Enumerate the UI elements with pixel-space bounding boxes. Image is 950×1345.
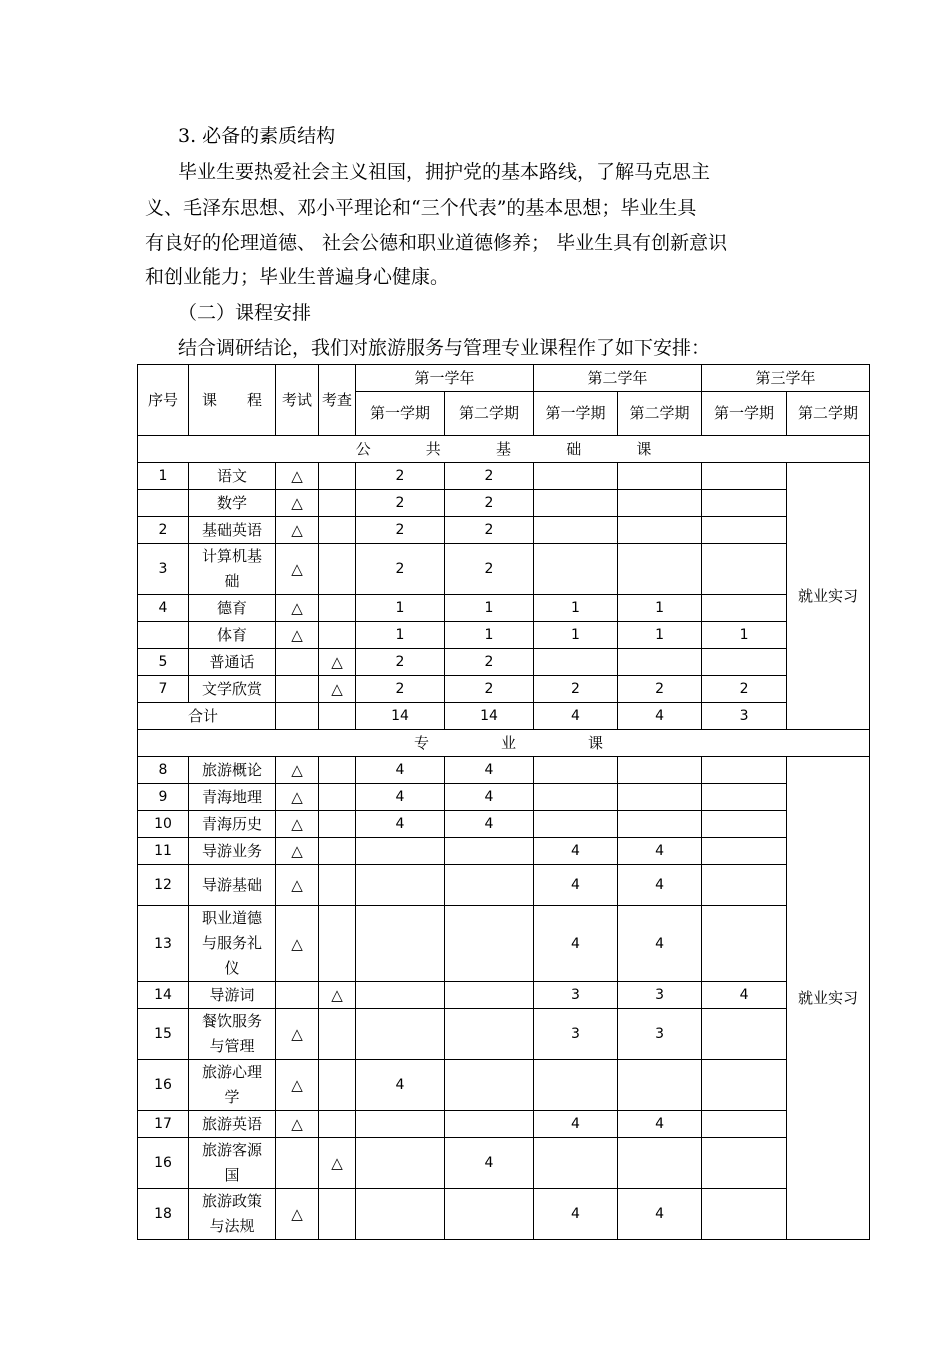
cell-y2t1 xyxy=(534,1060,618,1111)
cell-y3t1 xyxy=(702,811,787,838)
cell-y2t2: 3 xyxy=(618,1009,702,1060)
cell-y2t1: 4 xyxy=(534,1111,618,1138)
cell-y1t2: 1 xyxy=(445,622,534,649)
table-row xyxy=(138,982,870,1009)
cell-y3t1 xyxy=(702,1009,787,1060)
cell-y1t2: 2 xyxy=(445,517,534,544)
cell-y1t2 xyxy=(445,1111,534,1138)
table-row xyxy=(138,906,870,982)
table-row xyxy=(138,1060,870,1111)
cell-y1t1 xyxy=(356,1009,445,1060)
cell-check xyxy=(319,1189,356,1240)
cell-y2t2: 4 xyxy=(618,838,702,865)
table-row xyxy=(138,865,870,906)
cell-exam: △ xyxy=(276,517,319,544)
cell-y2t1 xyxy=(534,784,618,811)
cell-check xyxy=(319,1111,356,1138)
cell-y3t1 xyxy=(702,1111,787,1138)
cell-no: 11 xyxy=(138,838,189,865)
cell-check xyxy=(319,595,356,622)
cell-y3t1: 3 xyxy=(702,703,787,730)
cell-no: 15 xyxy=(138,1009,189,1060)
cell-course: 旅游政策与法规 xyxy=(189,1189,276,1240)
cell-exam: △ xyxy=(276,622,319,649)
cell-internship-major: 就业实习 xyxy=(787,757,870,1240)
cell-course: 旅游英语 xyxy=(189,1111,276,1138)
cell-no: 18 xyxy=(138,1189,189,1240)
cell-total-label: 合计 xyxy=(138,703,276,730)
cell-y2t2: 1 xyxy=(618,622,702,649)
cell-y2t2 xyxy=(618,784,702,811)
cell-y1t1 xyxy=(356,1189,445,1240)
cell-exam: △ xyxy=(276,1009,319,1060)
cell-check xyxy=(319,622,356,649)
cell-y1t1 xyxy=(356,906,445,982)
cell-exam xyxy=(276,676,319,703)
cell-y1t2: 2 xyxy=(445,676,534,703)
cell-check xyxy=(319,865,356,906)
cell-y3t1: 2 xyxy=(702,676,787,703)
cell-y1t2: 2 xyxy=(445,463,534,490)
category-char: 业 xyxy=(501,734,517,752)
cell-y3t1 xyxy=(702,865,787,906)
cell-check: △ xyxy=(319,676,356,703)
cell-course: 普通话 xyxy=(189,649,276,676)
cell-course: 导游词 xyxy=(189,982,276,1009)
cell-y1t2 xyxy=(445,1009,534,1060)
cell-y2t1 xyxy=(534,811,618,838)
cell-y2t2 xyxy=(618,811,702,838)
cell-exam: △ xyxy=(276,757,319,784)
cell-check xyxy=(319,490,356,517)
cell-exam: △ xyxy=(276,544,319,595)
cell-y1t1: 1 xyxy=(356,595,445,622)
cell-y1t1: 4 xyxy=(356,1060,445,1111)
cell-y2t1 xyxy=(534,544,618,595)
cell-y1t1: 2 xyxy=(356,649,445,676)
cell-y3t1 xyxy=(702,784,787,811)
cell-y3t1 xyxy=(702,757,787,784)
cell-y3t1 xyxy=(702,544,787,595)
cell-y1t2: 2 xyxy=(445,649,534,676)
paragraph-line-1: 毕业生要热爱社会主义祖国，拥护党的基本路线，了解马克思主 xyxy=(178,161,711,183)
cell-y3t1 xyxy=(702,1189,787,1240)
cell-check xyxy=(319,1060,356,1111)
cell-y1t1: 2 xyxy=(356,490,445,517)
cell-exam: △ xyxy=(276,865,319,906)
cell-y2t2: 3 xyxy=(618,982,702,1009)
cell-y1t1: 4 xyxy=(356,757,445,784)
cell-exam xyxy=(276,649,319,676)
cell-no xyxy=(138,622,189,649)
header-y1-term-2: 第二学期 xyxy=(445,392,534,436)
cell-y1t1 xyxy=(356,865,445,906)
table-row xyxy=(138,1138,870,1189)
cell-exam: △ xyxy=(276,1111,319,1138)
table-row xyxy=(138,490,870,517)
category-char: 基 xyxy=(496,440,512,458)
cell-y1t2 xyxy=(445,865,534,906)
cell-y2t1 xyxy=(534,1138,618,1189)
cell-check xyxy=(319,517,356,544)
table-row xyxy=(138,517,870,544)
cell-y2t1 xyxy=(534,490,618,517)
cell-no: 16 xyxy=(138,1060,189,1111)
curriculum-table xyxy=(137,364,870,1240)
cell-exam xyxy=(276,703,319,730)
category-char: 共 xyxy=(425,440,441,458)
cell-no: 3 xyxy=(138,544,189,595)
cell-y3t1: 4 xyxy=(702,982,787,1009)
category-char: 础 xyxy=(566,440,582,458)
cell-y1t1: 2 xyxy=(356,517,445,544)
category-char: 课 xyxy=(636,440,652,458)
cell-check: △ xyxy=(319,649,356,676)
table-row xyxy=(138,784,870,811)
header-course: 课 程 xyxy=(189,365,276,436)
cell-y1t1: 4 xyxy=(356,811,445,838)
header-y2-term-1: 第一学期 xyxy=(534,392,618,436)
table-row xyxy=(138,1009,870,1060)
cell-y1t2: 2 xyxy=(445,544,534,595)
cell-course: 文学欣赏 xyxy=(189,676,276,703)
cell-y1t2 xyxy=(445,1189,534,1240)
cell-no xyxy=(138,490,189,517)
cell-exam: △ xyxy=(276,838,319,865)
cell-no: 14 xyxy=(138,982,189,1009)
section-heading: 3. 必备的素质结构 xyxy=(178,125,336,147)
cell-y3t1 xyxy=(702,1138,787,1189)
cell-y3t1 xyxy=(702,517,787,544)
cell-y1t1: 2 xyxy=(356,676,445,703)
cell-exam: △ xyxy=(276,490,319,517)
cell-y2t2 xyxy=(618,517,702,544)
cell-y1t2 xyxy=(445,906,534,982)
header-y3-term-2: 第二学期 xyxy=(787,392,870,436)
category-public xyxy=(138,436,870,463)
cell-y2t2: 4 xyxy=(618,865,702,906)
cell-course: 青海历史 xyxy=(189,811,276,838)
cell-check xyxy=(319,1009,356,1060)
cell-y2t2: 1 xyxy=(618,595,702,622)
cell-y2t1: 4 xyxy=(534,1189,618,1240)
cell-course: 计算机基础 xyxy=(189,544,276,595)
header-exam: 考试 xyxy=(276,365,319,436)
cell-check xyxy=(319,811,356,838)
paragraph-line-3: 有良好的伦理道德、 社会公德和职业道德修养； 毕业生具有创新意识 xyxy=(145,232,728,254)
cell-y2t2: 4 xyxy=(618,906,702,982)
cell-y2t1: 4 xyxy=(534,865,618,906)
category-major xyxy=(138,730,870,757)
cell-no: 12 xyxy=(138,865,189,906)
cell-y2t2: 4 xyxy=(618,1111,702,1138)
cell-y2t1: 3 xyxy=(534,1009,618,1060)
cell-no: 16 xyxy=(138,1138,189,1189)
table-row xyxy=(138,1111,870,1138)
paragraph-line-2: 义、毛泽东思想、邓小平理论和“三个代表”的基本思想；毕业生具 xyxy=(145,197,697,219)
cell-check xyxy=(319,784,356,811)
cell-y2t2 xyxy=(618,463,702,490)
cell-no: 13 xyxy=(138,906,189,982)
cell-course: 导游业务 xyxy=(189,838,276,865)
cell-course: 旅游心理学 xyxy=(189,1060,276,1111)
cell-y1t1 xyxy=(356,982,445,1009)
category-char: 课 xyxy=(588,734,604,752)
cell-no: 7 xyxy=(138,676,189,703)
cell-y3t1 xyxy=(702,838,787,865)
cell-y3t1 xyxy=(702,490,787,517)
header-year-2: 第二学年 xyxy=(534,365,702,392)
cell-course: 语文 xyxy=(189,463,276,490)
cell-y1t1 xyxy=(356,1138,445,1189)
table-row xyxy=(138,1189,870,1240)
cell-y1t1 xyxy=(356,1111,445,1138)
cell-y1t1: 1 xyxy=(356,622,445,649)
cell-exam xyxy=(276,1138,319,1189)
cell-y3t1 xyxy=(702,649,787,676)
cell-check xyxy=(319,703,356,730)
cell-y2t1: 2 xyxy=(534,676,618,703)
cell-exam: △ xyxy=(276,1060,319,1111)
cell-y2t1 xyxy=(534,757,618,784)
table-row xyxy=(138,622,870,649)
table-row xyxy=(138,544,870,595)
cell-exam: △ xyxy=(276,906,319,982)
cell-course: 旅游概论 xyxy=(189,757,276,784)
header-y3-term-1: 第一学期 xyxy=(702,392,787,436)
cell-course: 基础英语 xyxy=(189,517,276,544)
cell-exam: △ xyxy=(276,595,319,622)
cell-y3t1: 1 xyxy=(702,622,787,649)
cell-course: 餐饮服务与管理 xyxy=(189,1009,276,1060)
cell-exam xyxy=(276,982,319,1009)
cell-check: △ xyxy=(319,982,356,1009)
cell-check xyxy=(319,757,356,784)
cell-no: 17 xyxy=(138,1111,189,1138)
cell-no: 8 xyxy=(138,757,189,784)
cell-y1t2: 4 xyxy=(445,1138,534,1189)
cell-no: 1 xyxy=(138,463,189,490)
cell-y1t2 xyxy=(445,1060,534,1111)
table-row xyxy=(138,757,870,784)
cell-y2t1: 4 xyxy=(534,906,618,982)
cell-y1t1: 2 xyxy=(356,463,445,490)
header-y2-term-2: 第二学期 xyxy=(618,392,702,436)
header-check: 考查 xyxy=(319,365,356,436)
cell-course: 德育 xyxy=(189,595,276,622)
cell-y2t1: 3 xyxy=(534,982,618,1009)
category-char: 公 xyxy=(355,440,371,458)
cell-y2t2 xyxy=(618,544,702,595)
cell-y2t1: 1 xyxy=(534,595,618,622)
cell-y2t2 xyxy=(618,649,702,676)
cell-no: 10 xyxy=(138,811,189,838)
cell-y1t2: 4 xyxy=(445,811,534,838)
cell-y1t1: 2 xyxy=(356,544,445,595)
cell-exam: △ xyxy=(276,1189,319,1240)
cell-y3t1 xyxy=(702,463,787,490)
cell-y1t2: 1 xyxy=(445,595,534,622)
cell-course: 旅游客源国 xyxy=(189,1138,276,1189)
cell-exam: △ xyxy=(276,811,319,838)
cell-y3t1 xyxy=(702,595,787,622)
cell-exam: △ xyxy=(276,784,319,811)
header-no: 序号 xyxy=(138,365,189,436)
cell-y2t1 xyxy=(534,649,618,676)
table-row xyxy=(138,595,870,622)
cell-y2t1: 4 xyxy=(534,703,618,730)
cell-y1t1: 4 xyxy=(356,784,445,811)
cell-y2t2: 4 xyxy=(618,703,702,730)
table-row xyxy=(138,838,870,865)
table-row xyxy=(138,676,870,703)
cell-course: 数学 xyxy=(189,490,276,517)
cell-y1t2: 2 xyxy=(445,490,534,517)
table-row-total xyxy=(138,703,870,730)
cell-y2t2: 4 xyxy=(618,1189,702,1240)
cell-exam: △ xyxy=(276,463,319,490)
cell-y2t2 xyxy=(618,757,702,784)
cell-check xyxy=(319,463,356,490)
cell-y2t2 xyxy=(618,1138,702,1189)
cell-check xyxy=(319,838,356,865)
cell-y1t2: 4 xyxy=(445,757,534,784)
cell-course: 青海地理 xyxy=(189,784,276,811)
cell-y2t2 xyxy=(618,490,702,517)
header-year-1: 第一学年 xyxy=(356,365,534,392)
table-row xyxy=(138,811,870,838)
cell-y2t1 xyxy=(534,517,618,544)
cell-y2t1: 1 xyxy=(534,622,618,649)
cell-no: 4 xyxy=(138,595,189,622)
cell-check xyxy=(319,544,356,595)
cell-check xyxy=(319,906,356,982)
cell-y3t1 xyxy=(702,906,787,982)
cell-y1t1: 14 xyxy=(356,703,445,730)
cell-no: 2 xyxy=(138,517,189,544)
header-y1-term-1: 第一学期 xyxy=(356,392,445,436)
table-row xyxy=(138,463,870,490)
header-year-3: 第三学年 xyxy=(702,365,870,392)
table-row xyxy=(138,649,870,676)
cell-y2t1: 4 xyxy=(534,838,618,865)
cell-y1t2: 4 xyxy=(445,784,534,811)
cell-y1t2 xyxy=(445,838,534,865)
cell-y1t1 xyxy=(356,838,445,865)
cell-y2t2: 2 xyxy=(618,676,702,703)
cell-check: △ xyxy=(319,1138,356,1189)
cell-y1t2: 14 xyxy=(445,703,534,730)
category-char: 专 xyxy=(414,734,430,752)
cell-course: 体育 xyxy=(189,622,276,649)
cell-no: 9 xyxy=(138,784,189,811)
cell-y2t2 xyxy=(618,1060,702,1111)
cell-course: 职业道德与服务礼仪 xyxy=(189,906,276,982)
cell-course: 导游基础 xyxy=(189,865,276,906)
paragraph-line-4: 和创业能力；毕业生普遍身心健康。 xyxy=(145,266,450,288)
cell-y3t1 xyxy=(702,1060,787,1111)
subsection-title: （二）课程安排 xyxy=(178,302,312,324)
cell-y1t2 xyxy=(445,982,534,1009)
cell-internship-public: 就业实习 xyxy=(787,463,870,730)
intro-line: 结合调研结论，我们对旅游服务与管理专业课程作了如下安排： xyxy=(178,337,711,359)
cell-no: 5 xyxy=(138,649,189,676)
cell-y2t1 xyxy=(534,463,618,490)
